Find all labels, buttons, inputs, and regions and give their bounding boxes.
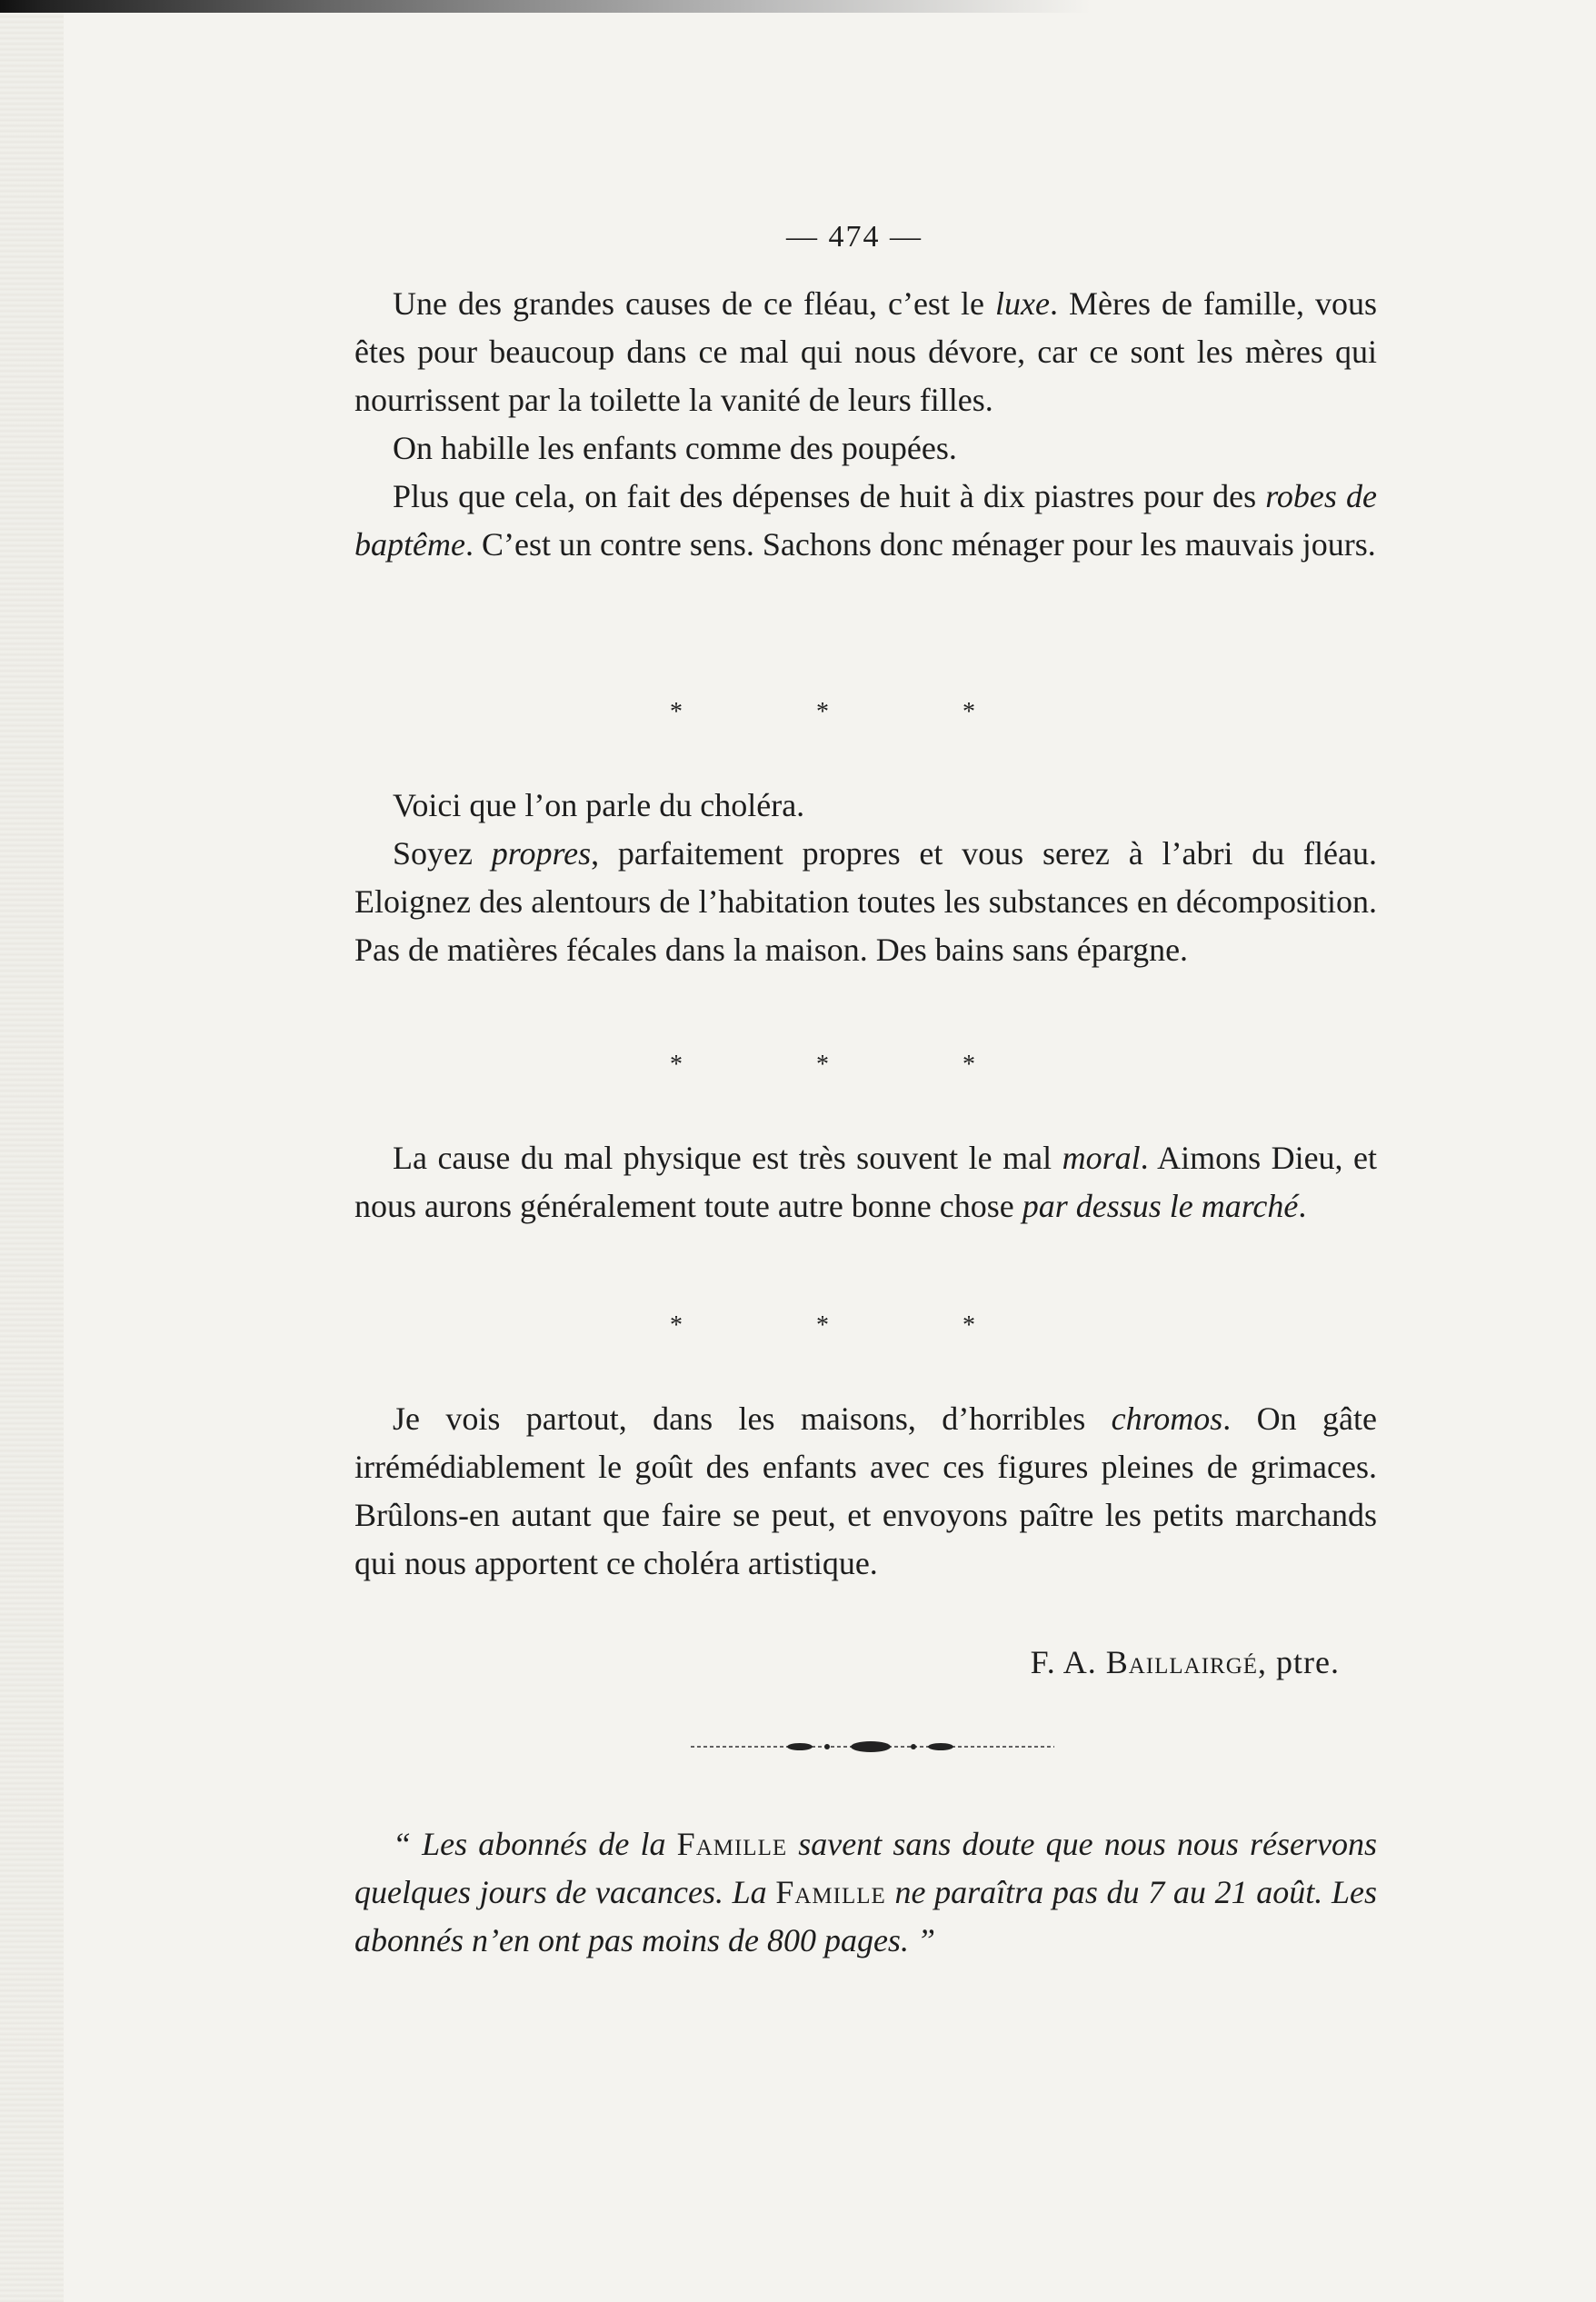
ornamental-divider <box>691 1738 1054 1756</box>
paragraph-propres: Soyez propres, parfaitement propres et vous serez à l’abri du fléau. Eloignez des alentours de l’habitation toutes les substances en décomposition. Pas de matières fécales dans la maison. Des bains sans épargne. <box>354 835 1377 968</box>
subscriber-notice <box>354 1820 1377 1965</box>
section-chromos <box>354 1395 1377 1588</box>
paragraph-mal-moral: La cause du mal physique est très souvent le mal moral. Aimons Dieu, et nous aurons généralement toute autre bonne chose par dessus le marché. <box>354 1140 1378 1224</box>
top-edge-rule <box>0 0 1091 13</box>
page-number: — 474 — <box>786 220 923 254</box>
paragraph-luxe: Une des grandes causes de ce fléau, c’est le luxe. Mères de famille, vous êtes pour beaucoup dans ce mal qui nous dévore, car ce sont les mères qui nourrissent par la toilette la vanité de leurs filles. <box>354 285 1378 418</box>
paragraph-cholera: Voici que l’on parle du choléra. <box>393 787 805 823</box>
page-edge <box>0 0 64 2302</box>
section-mal-moral <box>354 1134 1377 1231</box>
paragraph-bapteme: Plus que cela, on fait des dépenses de huit à dix piastres pour des robes de baptême. C’est un contre sens. Sachons donc ménager pour les mauvais jours. <box>354 478 1377 563</box>
section-cholera <box>354 782 1377 974</box>
author-signature: F. A. Baillairgé, ptre. <box>1030 1644 1340 1680</box>
section-separator: * * * <box>670 1051 1039 1079</box>
notice-text: “ Les abonnés de la Famille savent sans doute que nous nous réservons quelques jours de vacances. La Famille ne paraîtra pas du 7 au 21 août. Les abonnés n’en ont pas moins de 800 pages. ” <box>354 1826 1377 1958</box>
section-separator: * * * <box>670 1311 1039 1340</box>
section-luxe <box>354 280 1377 569</box>
paragraph-chromos: Je vois partout, dans les maisons, d’horribles chromos. On gâte irrémédiablement le goût des enfants avec ces figures pleines de grimaces. Brûlons-en autant que faire se peut, et envoyons paître les petits marchands qui nous apportent ce choléra artistique. <box>354 1400 1377 1581</box>
section-separator: * * * <box>670 698 1039 726</box>
paragraph-poupees: On habille les enfants comme des poupées. <box>393 430 957 466</box>
